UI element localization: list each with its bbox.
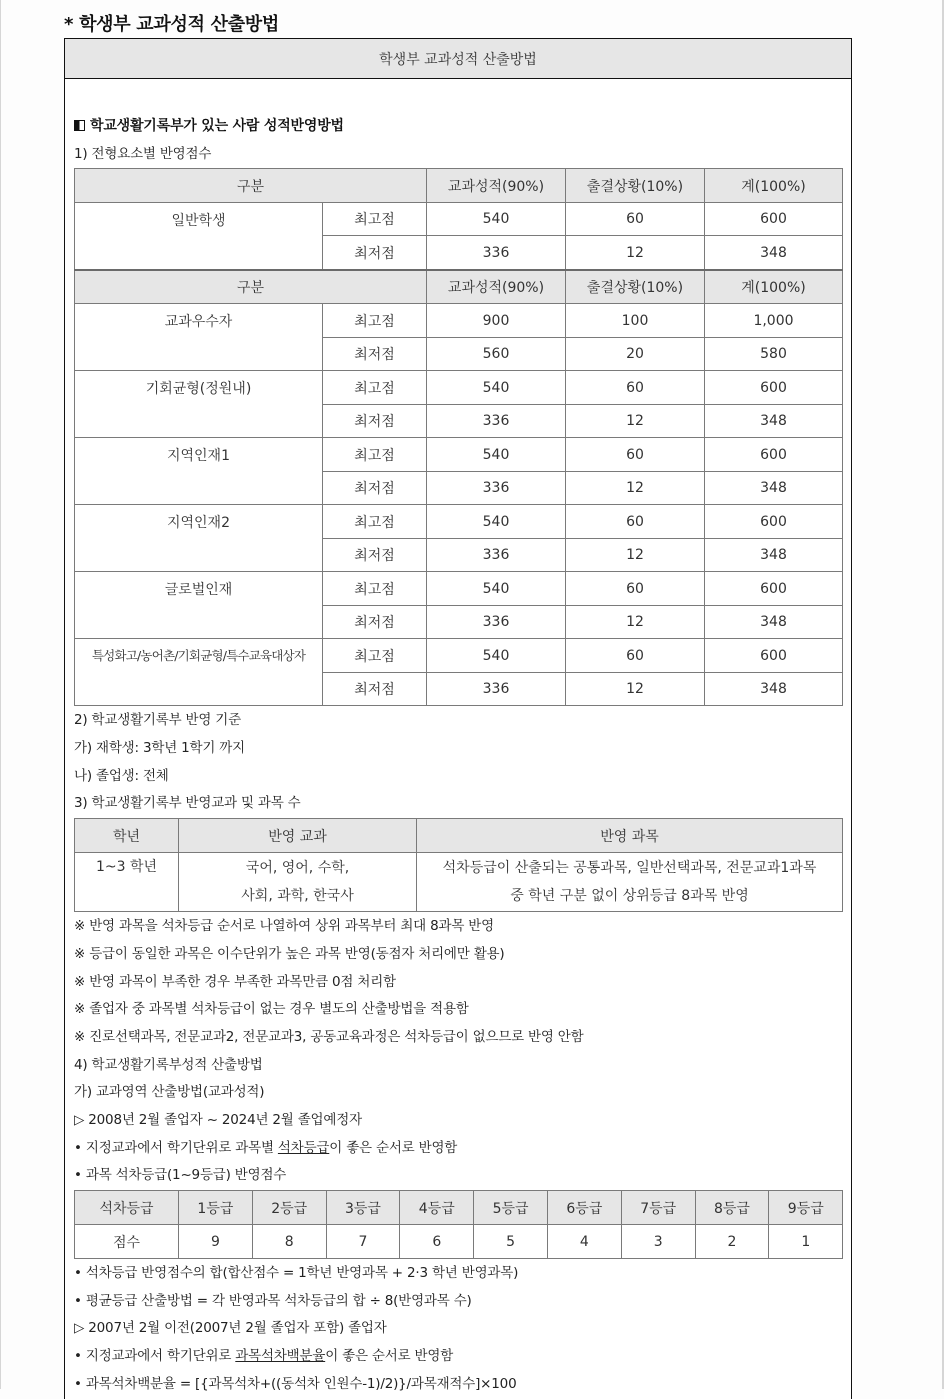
note: ※ 반영 과목을 석차등급 순서로 나열하여 상위 과목부터 최대 8과목 반영 [74,918,494,935]
attendance-score: 12 [566,404,705,438]
s2-current-students: 가) 재학생: 3학년 1학기 까지 [74,740,245,757]
header-subjects: 반영 교과 [179,819,417,853]
row-type: 최저점 [323,471,427,505]
note: ※ 등급이 동일한 과목은 이수단위가 높은 과목 반영(동점자 처리에만 활용) [74,945,505,962]
attendance-score: 12 [566,538,705,572]
table-row [75,371,843,405]
row-type: 최고점 [323,371,427,405]
attendance-score: 60 [566,202,705,236]
attendance-score: 60 [566,438,705,472]
grade-row [75,1191,843,1225]
grade-cell: 7등급 [621,1191,695,1225]
grade-score: 540 [427,202,566,236]
bullet-sum: • 석차등급 반영점수의 합(합산점수 = 1학년 반영과목 + 2·3 학년 반영과목) [74,1265,519,1281]
subject-table [74,818,843,912]
row-type: 최저점 [323,236,427,270]
score-row [75,1225,843,1259]
s1-title: 1) 전형요소별 반영점수 [74,145,212,162]
attendance-score: 12 [566,605,705,639]
grade-cell: 2등급 [252,1191,326,1225]
header-attendance: 출결상황(10%) [566,270,705,304]
subjects-line: 국어, 영어, 수학, [245,860,350,877]
s4-subject-method: 가) 교과영역 산출방법(교과성적) [74,1084,265,1101]
grade-cell: 1등급 [179,1191,253,1225]
score-cell: 9 [179,1225,253,1259]
row-type: 최고점 [323,304,427,338]
group-name: 지역인재2 [75,505,323,572]
bullet-text: • 지정교과에서 학기단위로 과목별 [74,1139,278,1156]
header-grade: 교과성적(90%) [427,169,566,203]
grade-score: 540 [427,639,566,673]
row-type: 최고점 [323,572,427,606]
courses-line: 중 학년 구분 없이 상위등급 8과목 반영 [510,888,749,905]
score-cell: 1 [769,1225,843,1259]
grade-score: 336 [427,236,566,270]
row-type: 최저점 [323,672,427,706]
bullet-grade-order [74,1135,842,1163]
attendance-score: 12 [566,471,705,505]
bullet-percentile-formula: • 과목석차백분율 = [{과목석차+((동석차 인원수-1)/2)}/과목재적수]×100 [74,1375,517,1392]
section-title [74,113,842,141]
grade-cell: 6등급 [547,1191,621,1225]
underlined-term: 과목석차백분율 [235,1348,326,1365]
page-left-edge [0,0,1,1389]
table-row [75,572,843,606]
grade-score: 336 [427,605,566,639]
s2-title: 2) 학교생활기록부 반영 기준 [74,712,241,729]
group-name: 글로벌인재 [75,572,323,639]
score-table-header [75,169,843,203]
score-table-header-2 [75,270,843,304]
row-type: 최저점 [323,404,427,438]
total-score: 348 [705,404,843,438]
grade-cell: 8등급 [695,1191,769,1225]
table-row [75,202,843,236]
section-title-text: 학교생활기록부가 있는 사람 성적반영방법 [90,118,344,134]
table-row [75,853,843,912]
grade-label: 석차등급 [75,1191,179,1225]
bullet-average: • 평균등급 산출방법 = 각 반영과목 석차등급의 합 ÷ 8(반영과목 수) [74,1292,472,1309]
header-category: 구분 [75,169,427,203]
grade-score: 540 [427,572,566,606]
subject-table-header [75,819,843,853]
attendance-score: 12 [566,236,705,270]
score-cell: 5 [474,1225,548,1259]
grade-score: 336 [427,404,566,438]
bullet-text: • 지정교과에서 학기단위로 [74,1348,236,1365]
bullet-text: 이 좋은 순서로 반영함 [325,1348,454,1365]
row-type: 최고점 [323,202,427,236]
note: ※ 졸업자 중 과목별 석차등급이 없는 경우 별도의 산출방법을 적용함 [74,1001,469,1018]
score-cell: 4 [547,1225,621,1259]
total-score: 348 [705,672,843,706]
subjects-cell [179,853,417,912]
table-row [75,639,843,673]
total-score: 600 [705,572,843,606]
s2-graduates: 나) 졸업생: 전체 [74,767,169,784]
row-type: 최저점 [323,337,427,371]
grade-score: 540 [427,505,566,539]
grade-cell: 9등급 [769,1191,843,1225]
grade-score: 900 [427,304,566,338]
group-name: 특성화고/농어촌/기회균형/특수교육대상자 [75,639,323,706]
attendance-score: 60 [566,639,705,673]
header-year: 학년 [75,819,179,853]
row-type: 최고점 [323,438,427,472]
score-table [74,168,843,706]
note: ※ 진로선택과목, 전문교과2, 전문교과3, 공동교육과정은 석차등급이 없으므로 반영 안함 [74,1028,584,1045]
total-score: 600 [705,438,843,472]
row-type: 최고점 [323,505,427,539]
total-score: 1,000 [705,304,843,338]
grade-score: 560 [427,337,566,371]
row-type: 최고점 [323,639,427,673]
grade-cell: 3등급 [326,1191,400,1225]
attendance-score: 12 [566,672,705,706]
group-name: 기회균형(정원내) [75,371,323,438]
attendance-score: 60 [566,371,705,405]
header-attendance: 출결상황(10%) [566,169,705,203]
underlined-term: 석차등급 [277,1139,330,1156]
total-score: 600 [705,505,843,539]
score-cell: 6 [400,1225,474,1259]
total-score: 600 [705,202,843,236]
bullet-grade-scores: • 과목 석차등급(1~9등급) 반영점수 [74,1167,287,1184]
score-cell: 7 [326,1225,400,1259]
period-before-2007: ▷ 2007년 2월 이전(2007년 2월 졸업자 포함) 졸업자 [74,1320,387,1337]
content-box [64,38,852,1399]
content-body [74,79,842,1398]
grade-cell: 4등급 [400,1191,474,1225]
grade-score: 336 [427,538,566,572]
total-score: 600 [705,371,843,405]
grade-score-table [74,1190,843,1259]
table-row [75,304,843,338]
year-cell: 1~3 학년 [75,853,179,912]
score-cell: 2 [695,1225,769,1259]
courses-line: 석차등급이 산출되는 공통과목, 일반선택과목, 전문교과1과목 [442,860,817,877]
note: ※ 반영 과목이 부족한 경우 부족한 과목만큼 0점 처리함 [74,973,396,990]
courses-cell [417,853,843,912]
page-heading: * 학생부 교과성적 산출방법 [64,14,279,35]
bullet-percentile-order [74,1343,842,1371]
grade-score: 336 [427,672,566,706]
score-label: 점수 [75,1225,179,1259]
total-score: 348 [705,471,843,505]
grade-score: 540 [427,371,566,405]
s4-title: 4) 학교생활기록부성적 산출방법 [74,1056,263,1073]
header-category: 구분 [75,270,427,304]
s3-title: 3) 학교생활기록부 반영교과 및 과목 수 [74,795,301,812]
total-score: 600 [705,639,843,673]
total-score: 348 [705,605,843,639]
table-row [75,505,843,539]
attendance-score: 20 [566,337,705,371]
table-row [75,438,843,472]
total-score: 348 [705,538,843,572]
row-type: 최저점 [323,605,427,639]
grade-score: 336 [427,471,566,505]
header-courses: 반영 과목 [417,819,843,853]
score-cell: 3 [621,1225,695,1259]
bullet-text: 이 좋은 순서로 반영함 [329,1139,458,1156]
total-score: 580 [705,337,843,371]
attendance-score: 100 [566,304,705,338]
header-total: 계(100%) [705,270,843,304]
half-square-icon [74,120,85,131]
score-cell: 8 [252,1225,326,1259]
subjects-line: 사회, 과학, 한국사 [241,888,354,905]
header-grade: 교과성적(90%) [427,270,566,304]
attendance-score: 60 [566,572,705,606]
period-2008-2024: ▷ 2008년 2월 졸업자 ~ 2024년 2월 졸업예정자 [74,1111,362,1128]
grade-cell: 5등급 [474,1191,548,1225]
row-type: 최저점 [323,538,427,572]
attendance-score: 60 [566,505,705,539]
total-score: 348 [705,236,843,270]
group-name: 교과우수자 [75,304,323,371]
header-total: 계(100%) [705,169,843,203]
group-name: 일반학생 [75,202,323,270]
grade-score: 540 [427,438,566,472]
group-name: 지역인재1 [75,438,323,505]
box-title: 학생부 교과성적 산출방법 [65,39,851,79]
